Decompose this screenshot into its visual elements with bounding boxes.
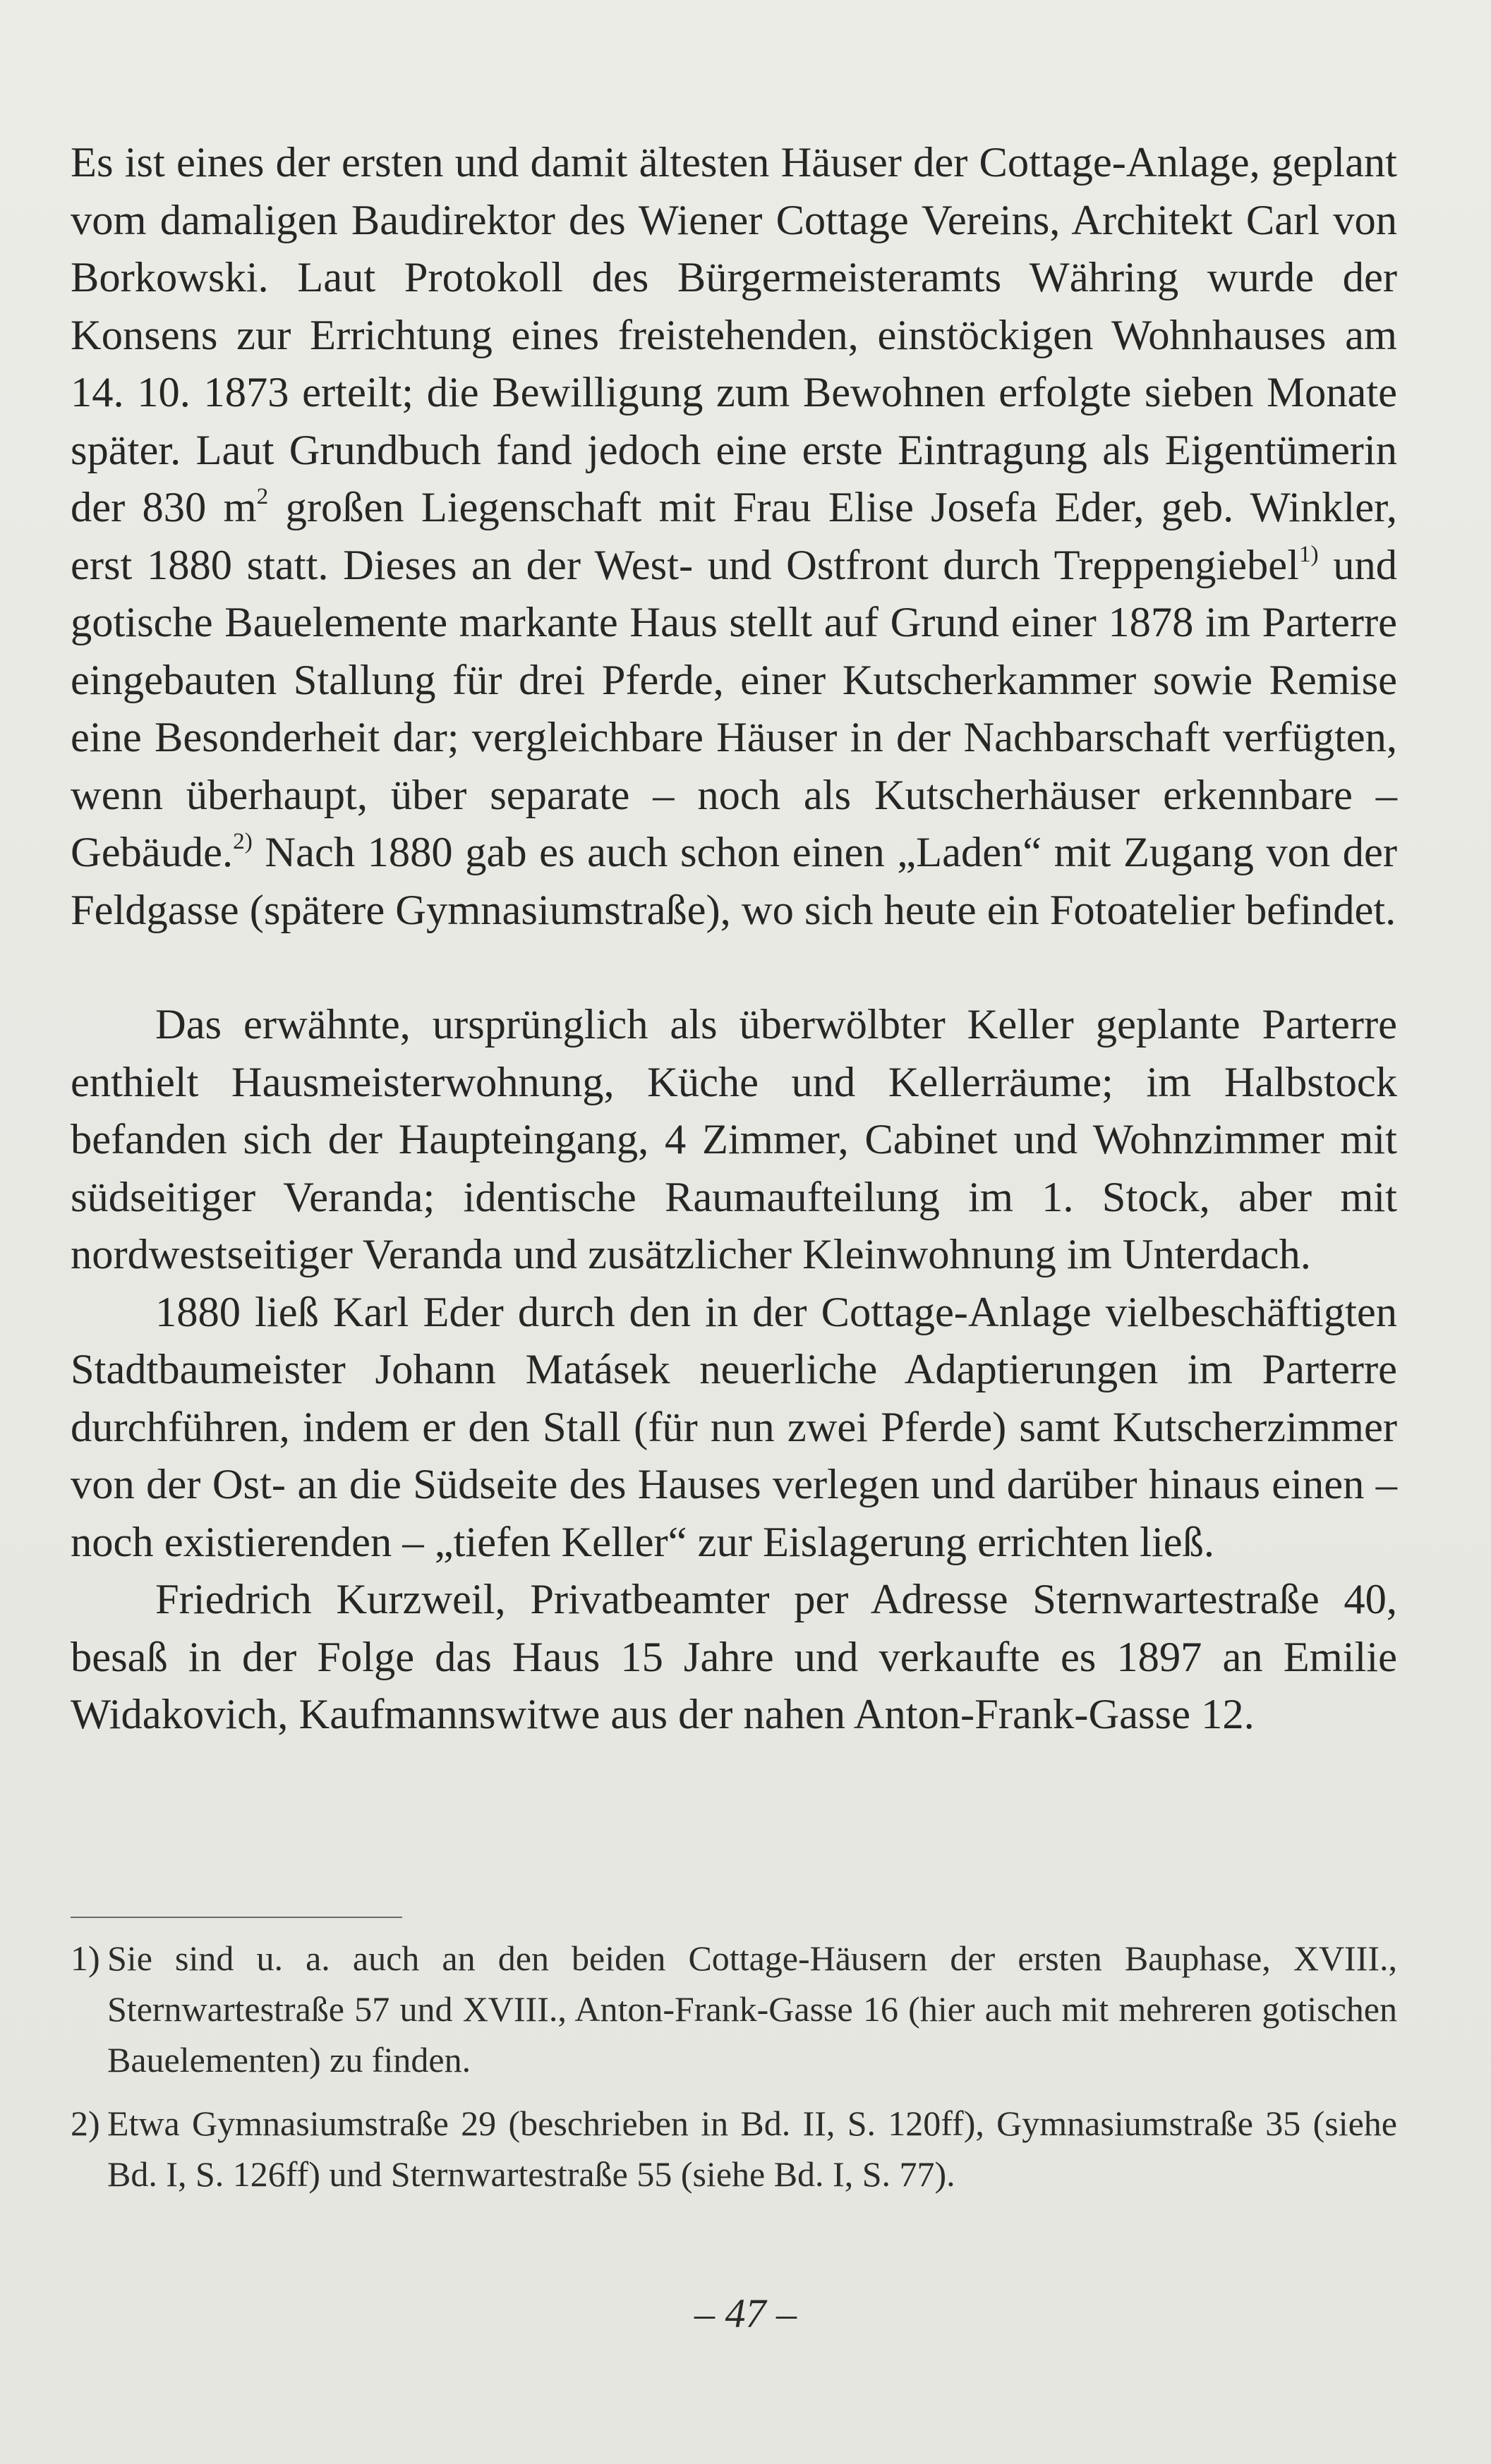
paragraph-1-part-1: Es ist eines der ersten und damit ältesten Häuser der Cottage-Anlage, geplant vom damaligen Baudirektor des Wiener Cottage Vereins, Architekt Carl von Borkowski. Laut Protokoll des Bürgermeisteramts Währing wurde der Konsens zur Errichtung eines freistehenden, einstöckigen Wohnhauses am 14. 10. 1873 erteilt; die Bewilligung zum Bewohnen erfolgte sieben Monate später. Laut Grundbuch fand jedoch eine erste Eintragung als Eigentümerin der 830 m <box>71 139 1397 531</box>
footnote-2-number: 2) <box>71 2104 100 2143</box>
footnote-1-text: Sie sind u. a. auch an den beiden Cottage-Häusern der ersten Bauphase, XVIII., Sternwartestraße 57 und XVIII., Anton-Frank-Gasse 16 (hier auch mit mehreren gotischen Bauelementen) zu finden. <box>107 1938 1397 2080</box>
paragraph-4: Friedrich Kurzweil, Privatbeamter per Adresse Sternwartestraße 40, besaß in der Folge das Haus 15 Jahre und verkaufte es 1897 an Emilie Widakovich, Kaufmannswitwe aus der nahen Anton-Frank-Gasse 12. <box>71 1576 1397 1738</box>
footnote-1 <box>71 1933 1397 2085</box>
footnote-divider <box>71 1917 402 1918</box>
footnotes <box>71 1933 1397 2199</box>
paragraph-2: Das erwähnte, ursprünglich als überwölbter Keller geplante Parterre enthielt Hausmeisterwohnung, Küche und Kellerräume; im Halbstock befanden sich der Haupteingang, 4 Zimmer, Cabinet und Wohnzimmer mit südseitiger Veranda; identische Raumaufteilung im 1. Stock, aber mit nordwestseitiger Veranda und zusätzlicher Kleinwohnung im Unterdach. <box>71 1001 1397 1278</box>
paragraph-1-part-4: Nach 1880 gab es auch schon einen „Laden“ mit Zugang von der Feldgasse (spätere Gymnasiumstraße), wo sich heute ein Fotoatelier befindet. <box>71 829 1397 934</box>
footnote-2-text: Etwa Gymnasiumstraße 29 (beschrieben in Bd. II, S. 120ff), Gymnasiumstraße 35 (siehe Bd. I, S. 126ff) und Sternwartestraße 55 (siehe Bd. I, S. 77). <box>107 2104 1397 2194</box>
paragraph-1-part-3: und gotische Bauelemente markante Haus stellt auf Grund einer 1878 im Parterre eingebauten Stallung für drei Pferde, einer Kutscherkammer sowie Remise eine Besonderheit dar; vergleichbare Häuser in der Nachbarschaft verfügten, wenn überhaupt, über separate – noch als Kutscherhäuser erkennbare – Gebäude. <box>71 541 1398 876</box>
footnote-ref-1: 1) <box>1298 540 1319 567</box>
footnote-2 <box>71 2098 1397 2199</box>
footnote-ref-2: 2) <box>233 828 253 855</box>
paragraph-3: 1880 ließ Karl Eder durch den in der Cottage-Anlage vielbeschäftigten Stadtbaumeister Johann Matásek neuerliche Adaptierungen im Parterre durchführen, indem er den Stall (für nun zwei Pferde) samt Kutscherzimmer von der Ost- an die Südseite des Hauses verlegen und darüber hinaus einen – noch existierenden – „tiefen Keller“ zur Eislagerung errichten ließ. <box>71 1288 1397 1566</box>
superscript-square: 2 <box>256 483 269 510</box>
footnote-1-number: 1) <box>71 1938 100 1978</box>
body-text <box>71 134 1397 1744</box>
page-number: – 47 – <box>694 2290 797 2336</box>
paragraph-1-part-2: großen Liegenschaft mit Frau Elise Josefa Eder, geb. Winkler, erst 1880 statt. Dieses an der West- und Ostfront durch Treppengiebel <box>71 484 1397 589</box>
paragraph-1 <box>71 134 1397 939</box>
